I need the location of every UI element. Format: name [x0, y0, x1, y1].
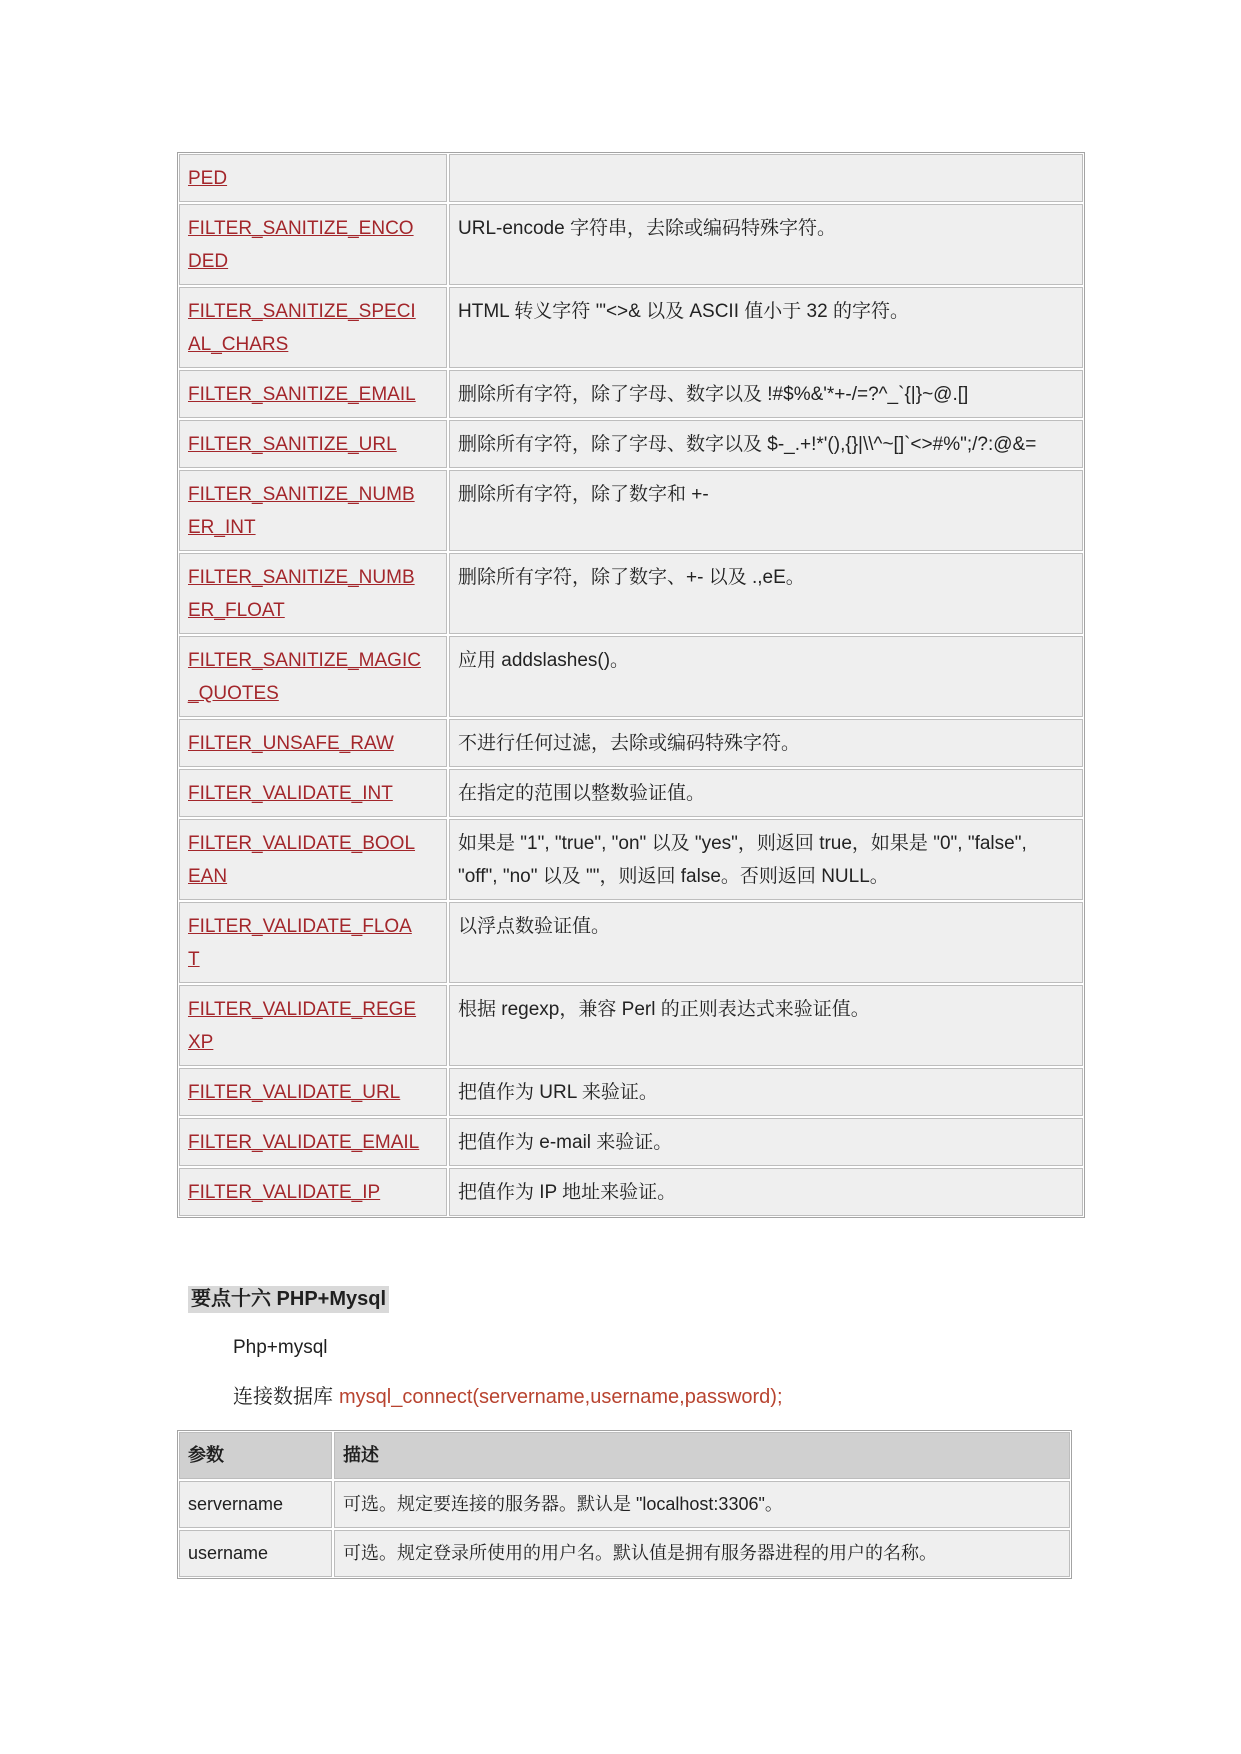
filter-name-text[interactable]: FILTER_SANITIZE_SPECI	[188, 301, 416, 322]
filter-description: 应用 addslashes()。	[458, 650, 630, 671]
param-table	[177, 1430, 1072, 1579]
param-description: 可选。规定要连接的服务器。默认是 "localhost:3306"。	[334, 1481, 1070, 1528]
filter-description: 删除所有字符，除了数字、+- 以及 .,eE。	[458, 567, 805, 588]
filter-desc-cell	[449, 636, 1083, 717]
filter-name-cell	[179, 769, 447, 817]
filter-name-cell	[179, 420, 447, 468]
filter-name-cell	[179, 1118, 447, 1166]
filter-name-link[interactable]	[188, 378, 438, 411]
filter-name-text[interactable]: FILTER_UNSAFE_RAW	[188, 733, 394, 754]
filter-desc-cell	[449, 985, 1083, 1066]
filter-name-link[interactable]	[188, 993, 438, 1059]
filter-row	[179, 769, 1083, 817]
filter-name-text[interactable]: DED	[188, 251, 229, 272]
filter-desc-cell	[449, 553, 1083, 634]
header-cell-param: 参数	[179, 1432, 332, 1479]
filter-name-link[interactable]	[188, 295, 438, 361]
filter-row	[179, 719, 1083, 767]
filter-name-text[interactable]: T	[188, 949, 200, 970]
filter-name-cell	[179, 154, 447, 202]
filter-row	[179, 985, 1083, 1066]
filter-desc-cell	[449, 470, 1083, 551]
filter-row	[179, 370, 1083, 418]
filter-name-link[interactable]	[188, 428, 438, 461]
connect-code: mysql_connect(servername,username,password);	[339, 1386, 783, 1408]
filter-desc-cell	[449, 819, 1083, 900]
filter-name-text[interactable]: EAN	[188, 866, 228, 887]
param-row	[179, 1530, 1070, 1577]
filter-desc-cell	[449, 769, 1083, 817]
header-cell-desc: 描述	[334, 1432, 1070, 1479]
connect-label: 连接数据库	[233, 1386, 333, 1408]
param-name: servername	[179, 1481, 332, 1528]
filter-description: 删除所有字符，除了字母、数字以及 $-_.+!*'(),{}|\\^~[]`<>#%";/?:@&=	[458, 434, 1037, 455]
filter-desc-cell	[449, 287, 1083, 368]
filter-row	[179, 819, 1083, 900]
filter-description: 根据 regexp，兼容 Perl 的正则表达式来验证值。	[458, 999, 870, 1020]
filter-desc-cell	[449, 154, 1083, 202]
filter-row	[179, 287, 1083, 368]
filter-name-text[interactable]: FILTER_VALIDATE_FLOA	[188, 916, 412, 937]
filter-name-text[interactable]: FILTER_VALIDATE_IP	[188, 1182, 381, 1203]
filter-description: 把值作为 URL 来验证。	[458, 1082, 658, 1103]
filter-name-text[interactable]: FILTER_VALIDATE_REGE	[188, 999, 417, 1020]
filter-description: 删除所有字符，除了字母、数字以及 !#$%&'*+-/=?^_`{|}~@.[]	[458, 384, 969, 405]
filter-desc-cell	[449, 1068, 1083, 1116]
param-name: username	[179, 1530, 332, 1577]
filter-name-cell	[179, 902, 447, 983]
filter-desc-cell	[449, 719, 1083, 767]
filter-name-text[interactable]: AL_CHARS	[188, 334, 289, 355]
filter-row	[179, 154, 1083, 202]
filter-row	[179, 204, 1083, 285]
filter-desc-cell	[449, 420, 1083, 468]
filter-name-link[interactable]	[188, 910, 438, 976]
filter-row	[179, 420, 1083, 468]
filter-row	[179, 636, 1083, 717]
filter-description: "off", "no" 以及 ""，则返回 false。否则返回 NULL。	[458, 866, 889, 887]
param-description: 可选。规定登录所使用的用户名。默认值是拥有服务器进程的用户的名称。	[334, 1530, 1070, 1577]
connect-line	[233, 1384, 783, 1410]
filter-name-cell	[179, 819, 447, 900]
filter-name-text[interactable]: FILTER_SANITIZE_NUMB	[188, 484, 415, 505]
filter-description: 如果是 "1", "true", "on" 以及 "yes"，则返回 true，如果是 "0", "false",	[458, 833, 1027, 854]
filter-name-cell	[179, 1168, 447, 1216]
filter-description: HTML 转义字符 '"<>& 以及 ASCII 值小于 32 的字符。	[458, 301, 909, 322]
filter-name-cell	[179, 553, 447, 634]
filter-name-cell	[179, 1068, 447, 1116]
filter-description: 把值作为 IP 地址来验证。	[458, 1182, 677, 1203]
filter-description: 以浮点数验证值。	[458, 916, 611, 937]
filter-row	[179, 1118, 1083, 1166]
filter-name-cell	[179, 370, 447, 418]
filter-description: 在指定的范围以整数验证值。	[458, 783, 706, 804]
filter-description: 删除所有字符，除了数字和 +-	[458, 484, 709, 505]
filter-name-link[interactable]	[188, 727, 438, 760]
filter-name-text[interactable]: FILTER_VALIDATE_URL	[188, 1082, 401, 1103]
filter-name-link[interactable]	[188, 1076, 438, 1109]
filter-name-link[interactable]	[188, 561, 438, 627]
filter-name-cell	[179, 985, 447, 1066]
filter-desc-cell	[449, 204, 1083, 285]
filter-name-text[interactable]: ER_INT	[188, 517, 256, 538]
filter-description: URL-encode 字符串，去除或编码特殊字符。	[458, 218, 836, 239]
filter-name-text[interactable]: FILTER_VALIDATE_EMAIL	[188, 1132, 420, 1153]
section-intro: Php+mysql	[233, 1337, 328, 1358]
filter-name-link[interactable]	[188, 212, 438, 278]
filter-name-link[interactable]	[188, 777, 438, 810]
filter-name-cell	[179, 719, 447, 767]
filter-name-text[interactable]: FILTER_SANITIZE_EMAIL	[188, 384, 416, 405]
filter-name-text[interactable]: FILTER_SANITIZE_NUMB	[188, 567, 415, 588]
filter-description: 不进行任何过滤，去除或编码特殊字符。	[458, 733, 801, 754]
filter-desc-cell	[449, 370, 1083, 418]
filter-name-link[interactable]	[188, 478, 438, 544]
filter-name-text[interactable]: _QUOTES	[188, 683, 279, 704]
filter-name-text[interactable]: FILTER_SANITIZE_ENCO	[188, 218, 414, 239]
filter-name-cell	[179, 470, 447, 551]
filter-name-link[interactable]	[188, 1176, 438, 1209]
filter-name-text[interactable]: FILTER_VALIDATE_INT	[188, 783, 393, 804]
filter-name-text[interactable]: XP	[188, 1032, 214, 1053]
filter-name-text[interactable]: PED	[188, 168, 228, 189]
section-heading: 要点十六 PHP+Mysql	[188, 1286, 389, 1313]
filter-name-link[interactable]	[188, 1126, 438, 1159]
filter-desc-cell	[449, 1118, 1083, 1166]
filter-name-link[interactable]	[188, 827, 438, 893]
filter-desc-cell	[449, 902, 1083, 983]
filter-name-text[interactable]: ER_FLOAT	[188, 600, 285, 621]
filter-name-cell	[179, 287, 447, 368]
param-row	[179, 1481, 1070, 1528]
filter-name-text[interactable]: FILTER_SANITIZE_URL	[188, 434, 397, 455]
filter-desc-cell	[449, 1168, 1083, 1216]
param-table-header	[179, 1432, 1070, 1479]
filter-table	[177, 152, 1085, 1218]
filter-row	[179, 1068, 1083, 1116]
filter-description: 把值作为 e-mail 来验证。	[458, 1132, 673, 1153]
filter-name-text[interactable]: FILTER_VALIDATE_BOOL	[188, 833, 416, 854]
filter-name-link[interactable]	[188, 644, 438, 710]
filter-name-cell	[179, 636, 447, 717]
filter-name-cell	[179, 204, 447, 285]
filter-row	[179, 902, 1083, 983]
filter-row	[179, 553, 1083, 634]
filter-row	[179, 470, 1083, 551]
filter-name-link[interactable]	[188, 162, 438, 195]
filter-row	[179, 1168, 1083, 1216]
filter-name-text[interactable]: FILTER_SANITIZE_MAGIC	[188, 650, 421, 671]
